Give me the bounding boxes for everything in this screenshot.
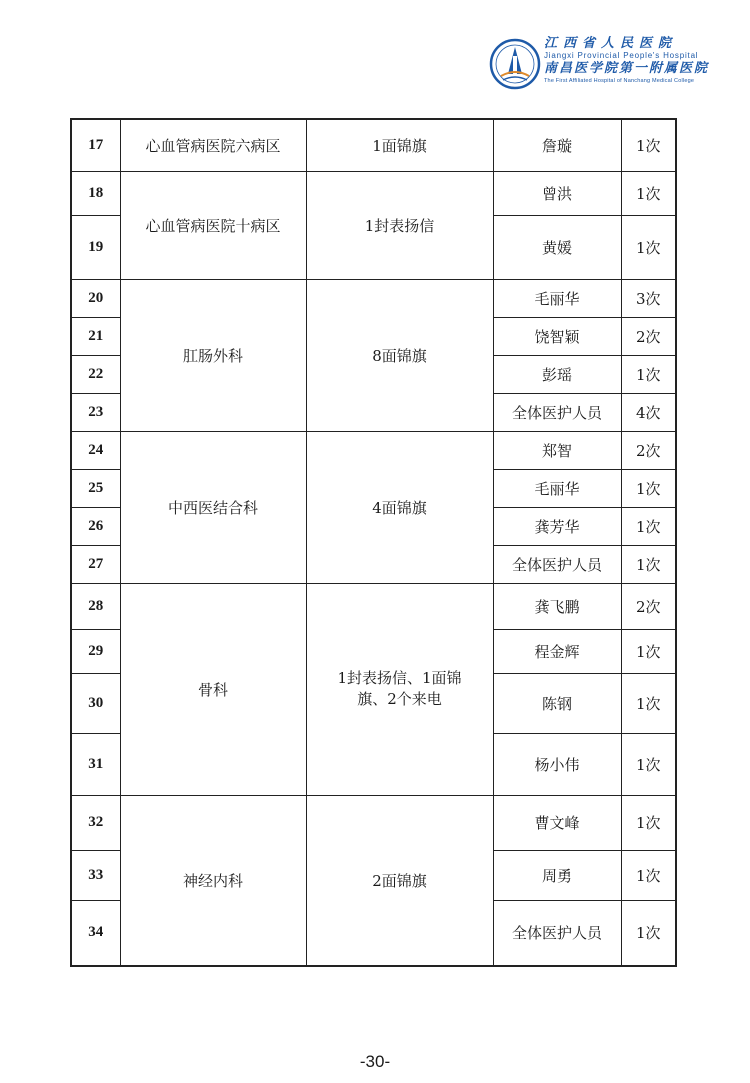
staff-name: 全体医护人员 <box>493 900 621 966</box>
table-row <box>71 431 676 469</box>
row-number: 22 <box>71 355 120 393</box>
staff-name: 饶智颖 <box>493 317 621 355</box>
award-count: 2次 <box>621 431 676 469</box>
award-count: 1次 <box>621 545 676 583</box>
award-line: 1封表扬信、1面锦 <box>337 669 462 687</box>
row-number: 34 <box>71 900 120 966</box>
staff-name: 陈钢 <box>493 673 621 733</box>
award-count: 1次 <box>621 469 676 507</box>
department-cell: 中西医结合科 <box>120 431 306 583</box>
staff-name: 郑智 <box>493 431 621 469</box>
page-number: -30- <box>359 1052 391 1071</box>
department-cell: 神经内科 <box>120 795 306 966</box>
row-number: 18 <box>71 171 120 215</box>
award-count: 1次 <box>621 215 676 279</box>
row-number: 30 <box>71 673 120 733</box>
staff-name: 龚芳华 <box>493 507 621 545</box>
staff-name: 全体医护人员 <box>493 545 621 583</box>
award-count: 4次 <box>621 393 676 431</box>
awards-table <box>70 118 677 967</box>
award-count: 1次 <box>621 629 676 673</box>
award-cell <box>306 583 493 795</box>
staff-name: 杨小伟 <box>493 733 621 795</box>
award-count: 2次 <box>621 583 676 629</box>
row-number: 33 <box>71 850 120 900</box>
staff-name: 曾洪 <box>493 171 621 215</box>
award-count: 1次 <box>621 119 676 171</box>
staff-name: 龚飞鹏 <box>493 583 621 629</box>
affiliate-name-en: The First Affiliated Hospital of Nanchang Medical College <box>544 78 695 84</box>
table-row <box>71 795 676 850</box>
award-count: 1次 <box>621 733 676 795</box>
award-cell: 8面锦旗 <box>306 279 493 431</box>
department-cell: 心血管病医院十病区 <box>120 171 306 279</box>
row-number: 19 <box>71 215 120 279</box>
staff-name: 詹璇 <box>493 119 621 171</box>
award-count: 1次 <box>621 850 676 900</box>
award-cell: 2面锦旗 <box>306 795 493 966</box>
table-row <box>71 171 676 215</box>
award-count: 1次 <box>621 900 676 966</box>
hospital-name-cn: 江西省人民医院 <box>544 36 678 51</box>
award-count: 1次 <box>621 507 676 545</box>
award-count: 1次 <box>621 355 676 393</box>
table-row <box>71 279 676 317</box>
award-cell: 4面锦旗 <box>306 431 493 583</box>
row-number: 31 <box>71 733 120 795</box>
row-number: 17 <box>71 119 120 171</box>
award-cell: 1面锦旗 <box>306 119 493 171</box>
row-number: 29 <box>71 629 120 673</box>
department-cell: 心血管病医院六病区 <box>120 119 306 171</box>
row-number: 25 <box>71 469 120 507</box>
award-count: 1次 <box>621 171 676 215</box>
award-line: 旗、2个来电 <box>357 690 442 708</box>
award-count: 1次 <box>621 673 676 733</box>
row-number: 21 <box>71 317 120 355</box>
department-cell: 肛肠外科 <box>120 279 306 431</box>
staff-name: 程金辉 <box>493 629 621 673</box>
staff-name: 毛丽华 <box>493 469 621 507</box>
staff-name: 黄媛 <box>493 215 621 279</box>
hospital-name-en: Jiangxi Provincial People's Hospital <box>544 51 699 60</box>
hospital-name-block <box>544 36 744 86</box>
award-count: 3次 <box>621 279 676 317</box>
row-number: 32 <box>71 795 120 850</box>
table-row <box>71 583 676 629</box>
staff-name: 周勇 <box>493 850 621 900</box>
row-number: 23 <box>71 393 120 431</box>
row-number: 20 <box>71 279 120 317</box>
row-number: 27 <box>71 545 120 583</box>
row-number: 26 <box>71 507 120 545</box>
hospital-logo-icon <box>489 38 541 90</box>
row-number: 24 <box>71 431 120 469</box>
staff-name: 曹文峰 <box>493 795 621 850</box>
row-number: 28 <box>71 583 120 629</box>
award-count: 1次 <box>621 795 676 850</box>
staff-name: 毛丽华 <box>493 279 621 317</box>
affiliate-name-cn: 南昌医学院第一附属医院 <box>544 61 710 76</box>
award-count: 2次 <box>621 317 676 355</box>
staff-name: 全体医护人员 <box>493 393 621 431</box>
award-cell: 1封表扬信 <box>306 171 493 279</box>
department-cell: 骨科 <box>120 583 306 795</box>
staff-name: 彭瑶 <box>493 355 621 393</box>
table-row <box>71 119 676 171</box>
